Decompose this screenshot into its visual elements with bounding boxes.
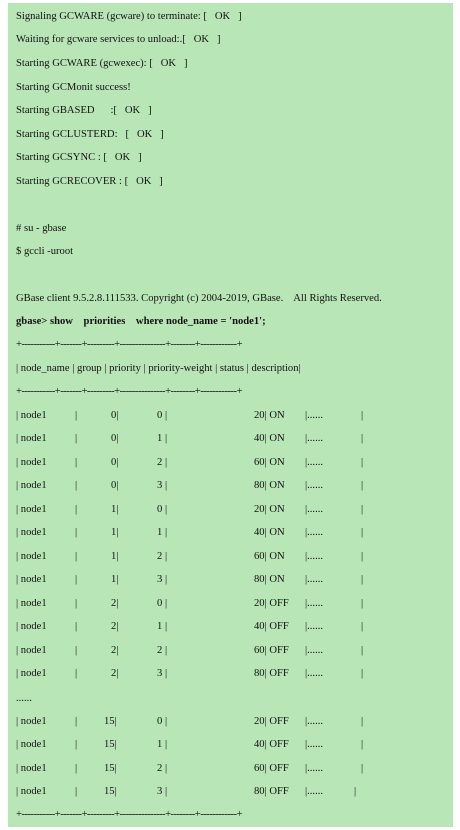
cell-priority: 2 | <box>157 644 168 656</box>
cell-divider: | <box>75 786 78 798</box>
cell-weight-status: 80| ON <box>254 574 285 586</box>
cell-node-name: | node1 <box>16 503 47 515</box>
cell-group: 1| <box>111 527 119 539</box>
cell-weight-status: 80| OFF <box>254 667 289 679</box>
cell-node-name: | node1 <box>16 480 47 492</box>
cell-weight-status: 40| OFF <box>254 739 289 751</box>
cell-node-name: | node1 <box>16 786 47 798</box>
cell-description: |...... <box>305 574 324 586</box>
cell-priority: 3 | <box>157 574 168 586</box>
cell-description: |...... <box>305 550 324 562</box>
cell-node-name: | node1 <box>16 527 47 539</box>
cell-priority: 1 | <box>157 527 168 539</box>
cell-weight-status: 20| ON <box>254 410 285 421</box>
cell-end-divider: | <box>361 621 364 633</box>
preamble-line-2: Waiting for gcware services to unload:.[ OK ] <box>16 34 221 45</box>
cell-divider: | <box>75 410 78 421</box>
table-separator-mid: +-----------+-------+---------+---------------+--------+------------+ <box>16 386 243 397</box>
cell-end-divider: | <box>361 644 364 656</box>
cell-weight-status: 20| ON <box>254 503 285 515</box>
cell-node-name: | node1 <box>16 644 47 656</box>
cell-group: 15| <box>104 762 117 774</box>
cell-priority: 1 | <box>157 433 168 445</box>
cell-end-divider: | <box>361 762 364 774</box>
cell-node-name: | node1 <box>16 574 47 586</box>
cell-group: 0| <box>111 456 119 468</box>
cell-description: |...... <box>305 716 324 727</box>
cell-description: |...... <box>305 433 324 445</box>
table-row <box>8 456 453 470</box>
cell-divider: | <box>75 456 78 468</box>
cell-node-name: | node1 <box>16 456 47 468</box>
cell-description: |...... <box>305 667 324 679</box>
cell-weight-status: 40| ON <box>254 527 285 539</box>
cell-description: |...... <box>305 739 324 751</box>
cell-divider: | <box>75 762 78 774</box>
cell-priority: 3 | <box>157 786 168 798</box>
cell-description: |...... <box>305 762 324 774</box>
cell-priority: 1 | <box>157 621 168 633</box>
cell-group: 0| <box>111 480 119 492</box>
cell-node-name: | node1 <box>16 667 47 679</box>
cell-end-divider: | <box>361 667 364 679</box>
cell-priority: 1 | <box>157 739 168 751</box>
cell-node-name: | node1 <box>16 410 47 421</box>
command-gccli: $ gccli -uroot <box>16 246 74 257</box>
cell-description: |...... <box>305 503 324 515</box>
cell-group: 2| <box>111 621 119 633</box>
preamble-line-4: Starting GCMonit success! <box>16 82 131 93</box>
cell-divider: | <box>75 739 78 751</box>
cell-description: |...... <box>305 480 324 492</box>
cell-weight-status: 60| OFF <box>254 762 289 774</box>
cell-end-divider: | <box>361 739 364 751</box>
table-row <box>8 620 453 634</box>
table-row <box>8 432 453 446</box>
cell-divider: | <box>75 716 78 727</box>
cell-divider: | <box>75 527 78 539</box>
cell-group: 1| <box>111 574 119 586</box>
ellipsis-line: ...... <box>16 693 32 704</box>
cell-description: |...... <box>305 644 324 656</box>
table-row <box>8 503 453 517</box>
command-su: # su - gbase <box>16 223 67 234</box>
cell-end-divider: | <box>361 597 364 609</box>
cell-priority: 0 | <box>157 503 168 515</box>
preamble-line-1: Signaling GCWARE (gcware) to terminate: [ OK ] <box>16 11 242 22</box>
cell-group: 0| <box>111 410 119 421</box>
cell-priority: 2 | <box>157 456 168 468</box>
query-line: gbase> show priorities where node_name = 'node1'; <box>16 316 266 327</box>
table-row <box>8 479 453 493</box>
cell-divider: | <box>75 574 78 586</box>
table-row <box>8 785 453 799</box>
table-row <box>8 762 453 776</box>
cell-group: 15| <box>104 716 117 727</box>
cell-group: 2| <box>111 644 119 656</box>
cell-end-divider: | <box>361 480 364 492</box>
cell-weight-status: 80| OFF <box>254 786 289 798</box>
table-separator-top: +-----------+-------+---------+---------------+--------+------------+ <box>16 339 243 350</box>
cell-divider: | <box>75 503 78 515</box>
table-row <box>8 573 453 587</box>
table-row <box>8 550 453 564</box>
cell-description: |...... <box>305 597 324 609</box>
preamble-line-6: Starting GCLUSTERD: [ OK ] <box>16 129 164 140</box>
cell-weight-status: 60| ON <box>254 550 285 562</box>
cell-group: 1| <box>111 503 119 515</box>
cell-group: 2| <box>111 597 119 609</box>
cell-description: |...... <box>305 456 324 468</box>
preamble-line-5: Starting GBASED :[ OK ] <box>16 105 152 116</box>
cell-weight-status: 40| OFF <box>254 621 289 633</box>
cell-end-divider: | <box>354 786 357 798</box>
cell-description: |...... <box>305 786 324 798</box>
cell-description: |...... <box>305 410 324 421</box>
cell-weight-status: 20| OFF <box>254 597 289 609</box>
terminal-output <box>8 3 453 827</box>
cell-priority: 0 | <box>157 597 168 609</box>
cell-priority: 0 | <box>157 716 168 727</box>
cell-end-divider: | <box>361 410 364 421</box>
cell-group: 15| <box>104 739 117 751</box>
cell-weight-status: 80| ON <box>254 480 285 492</box>
preamble-line-7: Starting GCSYNC : [ OK ] <box>16 152 142 163</box>
client-banner: GBase client 9.5.2.8.111533. Copyright (c) 2004-2019, GBase. All Rights Reserved. <box>16 293 382 304</box>
cell-group: 1| <box>111 550 119 562</box>
cell-divider: | <box>75 667 78 679</box>
cell-weight-status: 60| OFF <box>254 644 289 656</box>
table-row <box>8 597 453 611</box>
table-row <box>8 667 453 681</box>
preamble-line-8: Starting GCRECOVER : [ OK ] <box>16 176 163 187</box>
cell-priority: 3 | <box>157 667 168 679</box>
cell-node-name: | node1 <box>16 597 47 609</box>
table-separator-bottom: +-----------+-------+---------+---------------+--------+------------+ <box>16 809 243 820</box>
cell-description: |...... <box>305 621 324 633</box>
cell-priority: 2 | <box>157 550 168 562</box>
cell-description: |...... <box>305 527 324 539</box>
cell-divider: | <box>75 621 78 633</box>
cell-divider: | <box>75 644 78 656</box>
table-row <box>8 738 453 752</box>
cell-weight-status: 60| ON <box>254 456 285 468</box>
cell-node-name: | node1 <box>16 716 47 727</box>
cell-node-name: | node1 <box>16 762 47 774</box>
cell-divider: | <box>75 480 78 492</box>
table-row <box>8 644 453 658</box>
cell-priority: 3 | <box>157 480 168 492</box>
cell-priority: 2 | <box>157 762 168 774</box>
cell-divider: | <box>75 550 78 562</box>
cell-end-divider: | <box>361 456 364 468</box>
cell-end-divider: | <box>361 550 364 562</box>
table-header: | node_name | group | priority | priority-weight | status | description| <box>16 363 301 374</box>
table-row <box>8 526 453 540</box>
preamble-line-3: Starting GCWARE (gcwexec): [ OK ] <box>16 58 188 69</box>
cell-divider: | <box>75 433 78 445</box>
cell-end-divider: | <box>361 433 364 445</box>
cell-end-divider: | <box>361 527 364 539</box>
cell-divider: | <box>75 597 78 609</box>
cell-end-divider: | <box>361 574 364 586</box>
cell-group: 2| <box>111 667 119 679</box>
cell-weight-status: 40| ON <box>254 433 285 445</box>
cell-group: 0| <box>111 433 119 445</box>
cell-node-name: | node1 <box>16 433 47 445</box>
cell-end-divider: | <box>361 716 364 727</box>
cell-node-name: | node1 <box>16 621 47 633</box>
cell-priority: 0 | <box>157 410 168 421</box>
table-row <box>8 409 453 423</box>
cell-node-name: | node1 <box>16 739 47 751</box>
cell-weight-status: 20| OFF <box>254 716 289 727</box>
table-row <box>8 715 453 729</box>
cell-node-name: | node1 <box>16 550 47 562</box>
cell-end-divider: | <box>361 503 364 515</box>
cell-group: 15| <box>104 786 117 798</box>
